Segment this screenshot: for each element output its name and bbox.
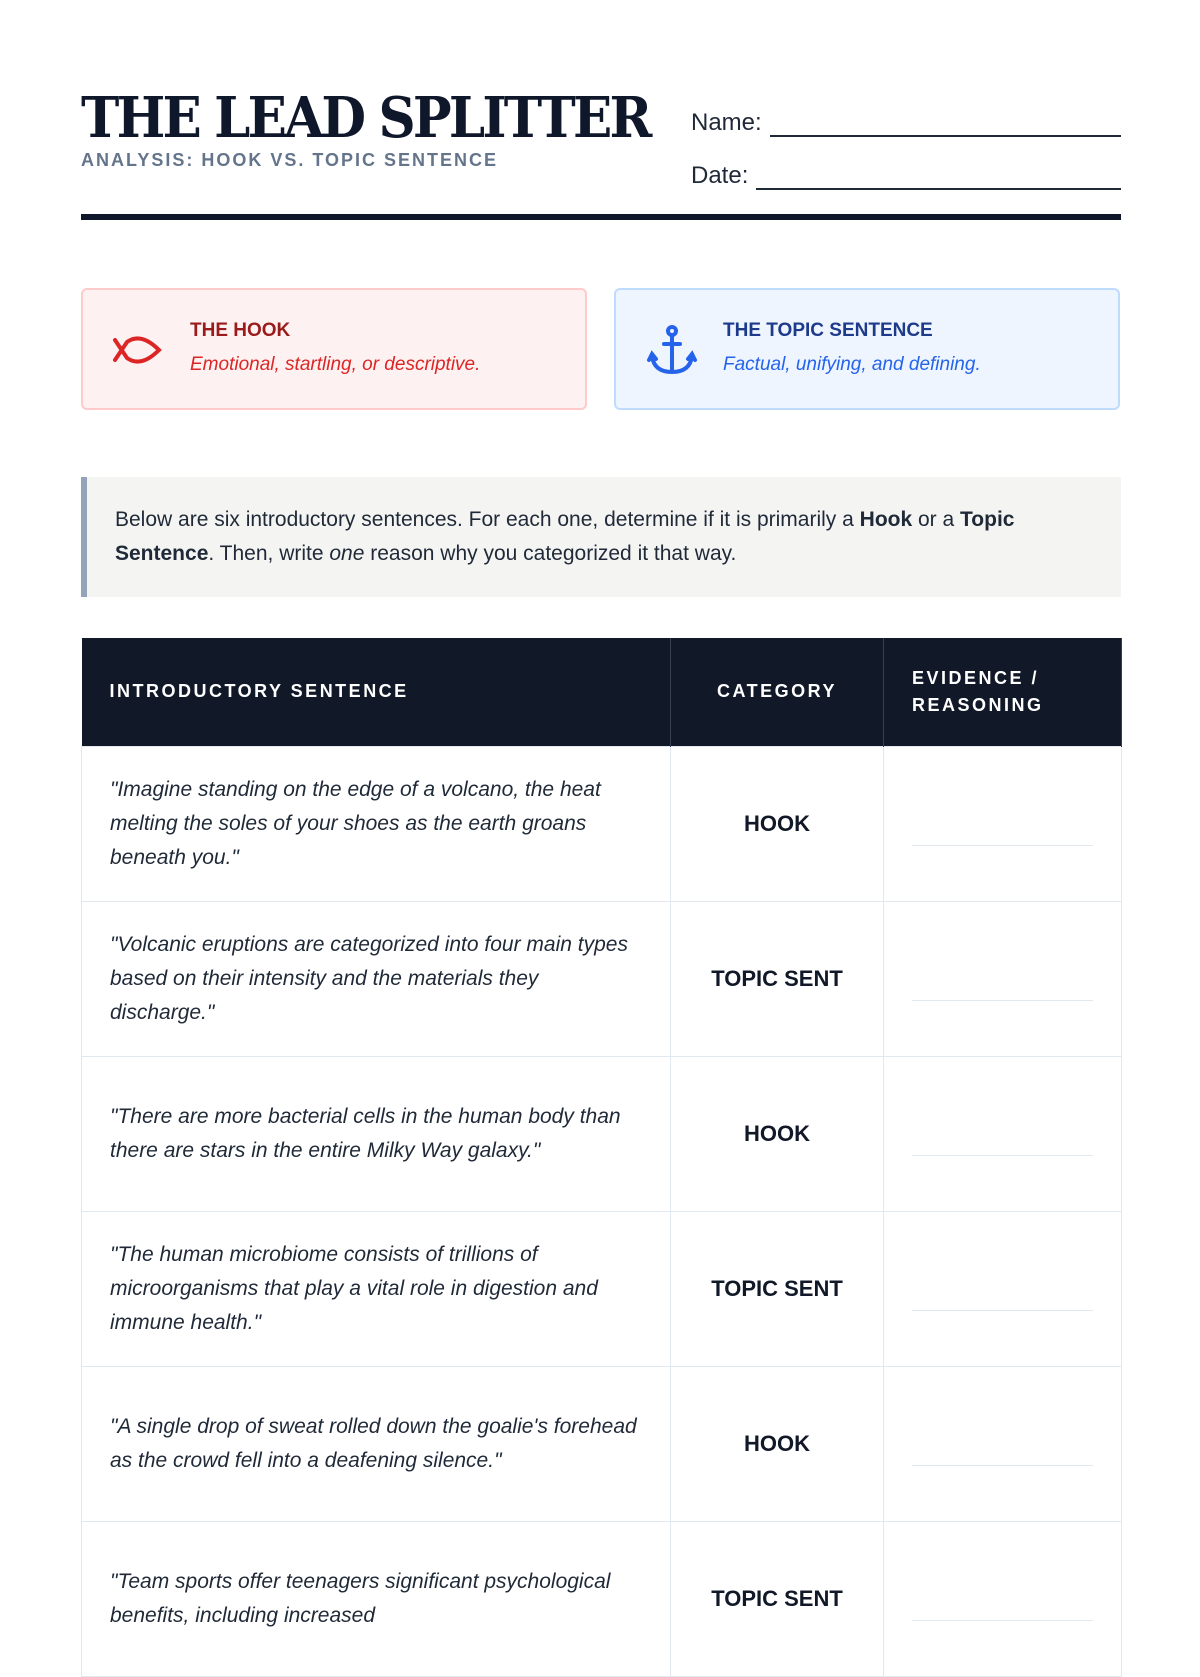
evidence-cell[interactable] [884,1366,1122,1521]
category-cell: HOOK [671,1056,884,1211]
table-row [82,1366,1122,1521]
evidence-line[interactable] [912,1465,1093,1466]
worksheet-header [81,80,1121,220]
sentence-cell: "The human microbiome consists of trillions of microorganisms that play a vital role in digestion and immune health." [82,1211,671,1366]
category-cell: TOPIC SENT [671,901,884,1056]
fish-icon [111,322,167,378]
topic-title: THE TOPIC SENTENCE [723,320,933,341]
sentence-cell: "There are more bacterial cells in the human body than there are stars in the entire Milky Way galaxy." [82,1056,671,1211]
hook-title: THE HOOK [190,320,291,341]
evidence-cell[interactable] [884,1521,1122,1676]
sentence-cell: "Imagine standing on the edge of a volcano, the heat melting the soles of your shoes as the earth groans beneath you." [82,746,671,901]
topic-description: Factual, unifying, and defining. [723,354,981,375]
evidence-line[interactable] [912,845,1093,846]
sentence-cell: "Team sports offer teenagers significant psychological benefits, including increased [82,1521,671,1676]
date-field[interactable] [691,137,1121,190]
category-cell: TOPIC SENT [671,1211,884,1366]
sentence-table [81,638,1122,1677]
instructions [81,477,1121,597]
table-row [82,746,1122,901]
date-line[interactable] [756,166,1121,190]
hook-description: Emotional, startling, or descriptive. [190,354,481,375]
table-row [82,1211,1122,1366]
instr-italic: one [329,542,365,565]
sentence-cell: "A single drop of sweat rolled down the goalie's forehead as the crowd fell into a deafening silence." [82,1366,671,1521]
table-row [82,1056,1122,1211]
category-cell: TOPIC SENT [671,1521,884,1676]
evidence-line[interactable] [912,1310,1093,1311]
hook-card [81,288,587,410]
header-evidence: EVIDENCE / REASONING [884,638,1122,746]
instr-text: Below are six introductory sentences. For each one, determine if it is primarily a [115,508,860,531]
anchor-icon [644,322,700,378]
instr-bold-topic: Topic Sentence [115,508,1015,565]
category-cell: HOOK [671,1366,884,1521]
instr-text: . Then, write [208,542,330,565]
evidence-cell[interactable] [884,1056,1122,1211]
name-label: Name: [691,109,762,136]
header-divider [81,214,1121,220]
name-line[interactable] [770,113,1121,137]
evidence-cell[interactable] [884,1211,1122,1366]
category-cell: HOOK [671,746,884,901]
instr-text: reason why you categorized it that way. [364,542,737,565]
date-label: Date: [691,162,749,189]
evidence-cell[interactable] [884,901,1122,1056]
instr-text: or a [912,508,961,531]
name-field[interactable] [691,84,1121,137]
table-row [82,1521,1122,1676]
instr-bold-hook: Hook [859,508,913,531]
evidence-line[interactable] [912,1155,1093,1156]
header-category: CATEGORY [671,638,884,746]
page-subtitle: ANALYSIS: HOOK VS. TOPIC SENTENCE [81,150,499,170]
table-row [82,901,1122,1056]
evidence-cell[interactable] [884,746,1122,901]
evidence-line[interactable] [912,1000,1093,1001]
header-sentence: INTRODUCTORY SENTENCE [82,638,671,746]
evidence-line[interactable] [912,1620,1093,1621]
page-title: THE LEAD SPLITTER [81,85,650,151]
topic-sentence-card [614,288,1120,410]
sentence-cell: "Volcanic eruptions are categorized into four main types based on their intensity and the materials they discharge." [82,901,671,1056]
